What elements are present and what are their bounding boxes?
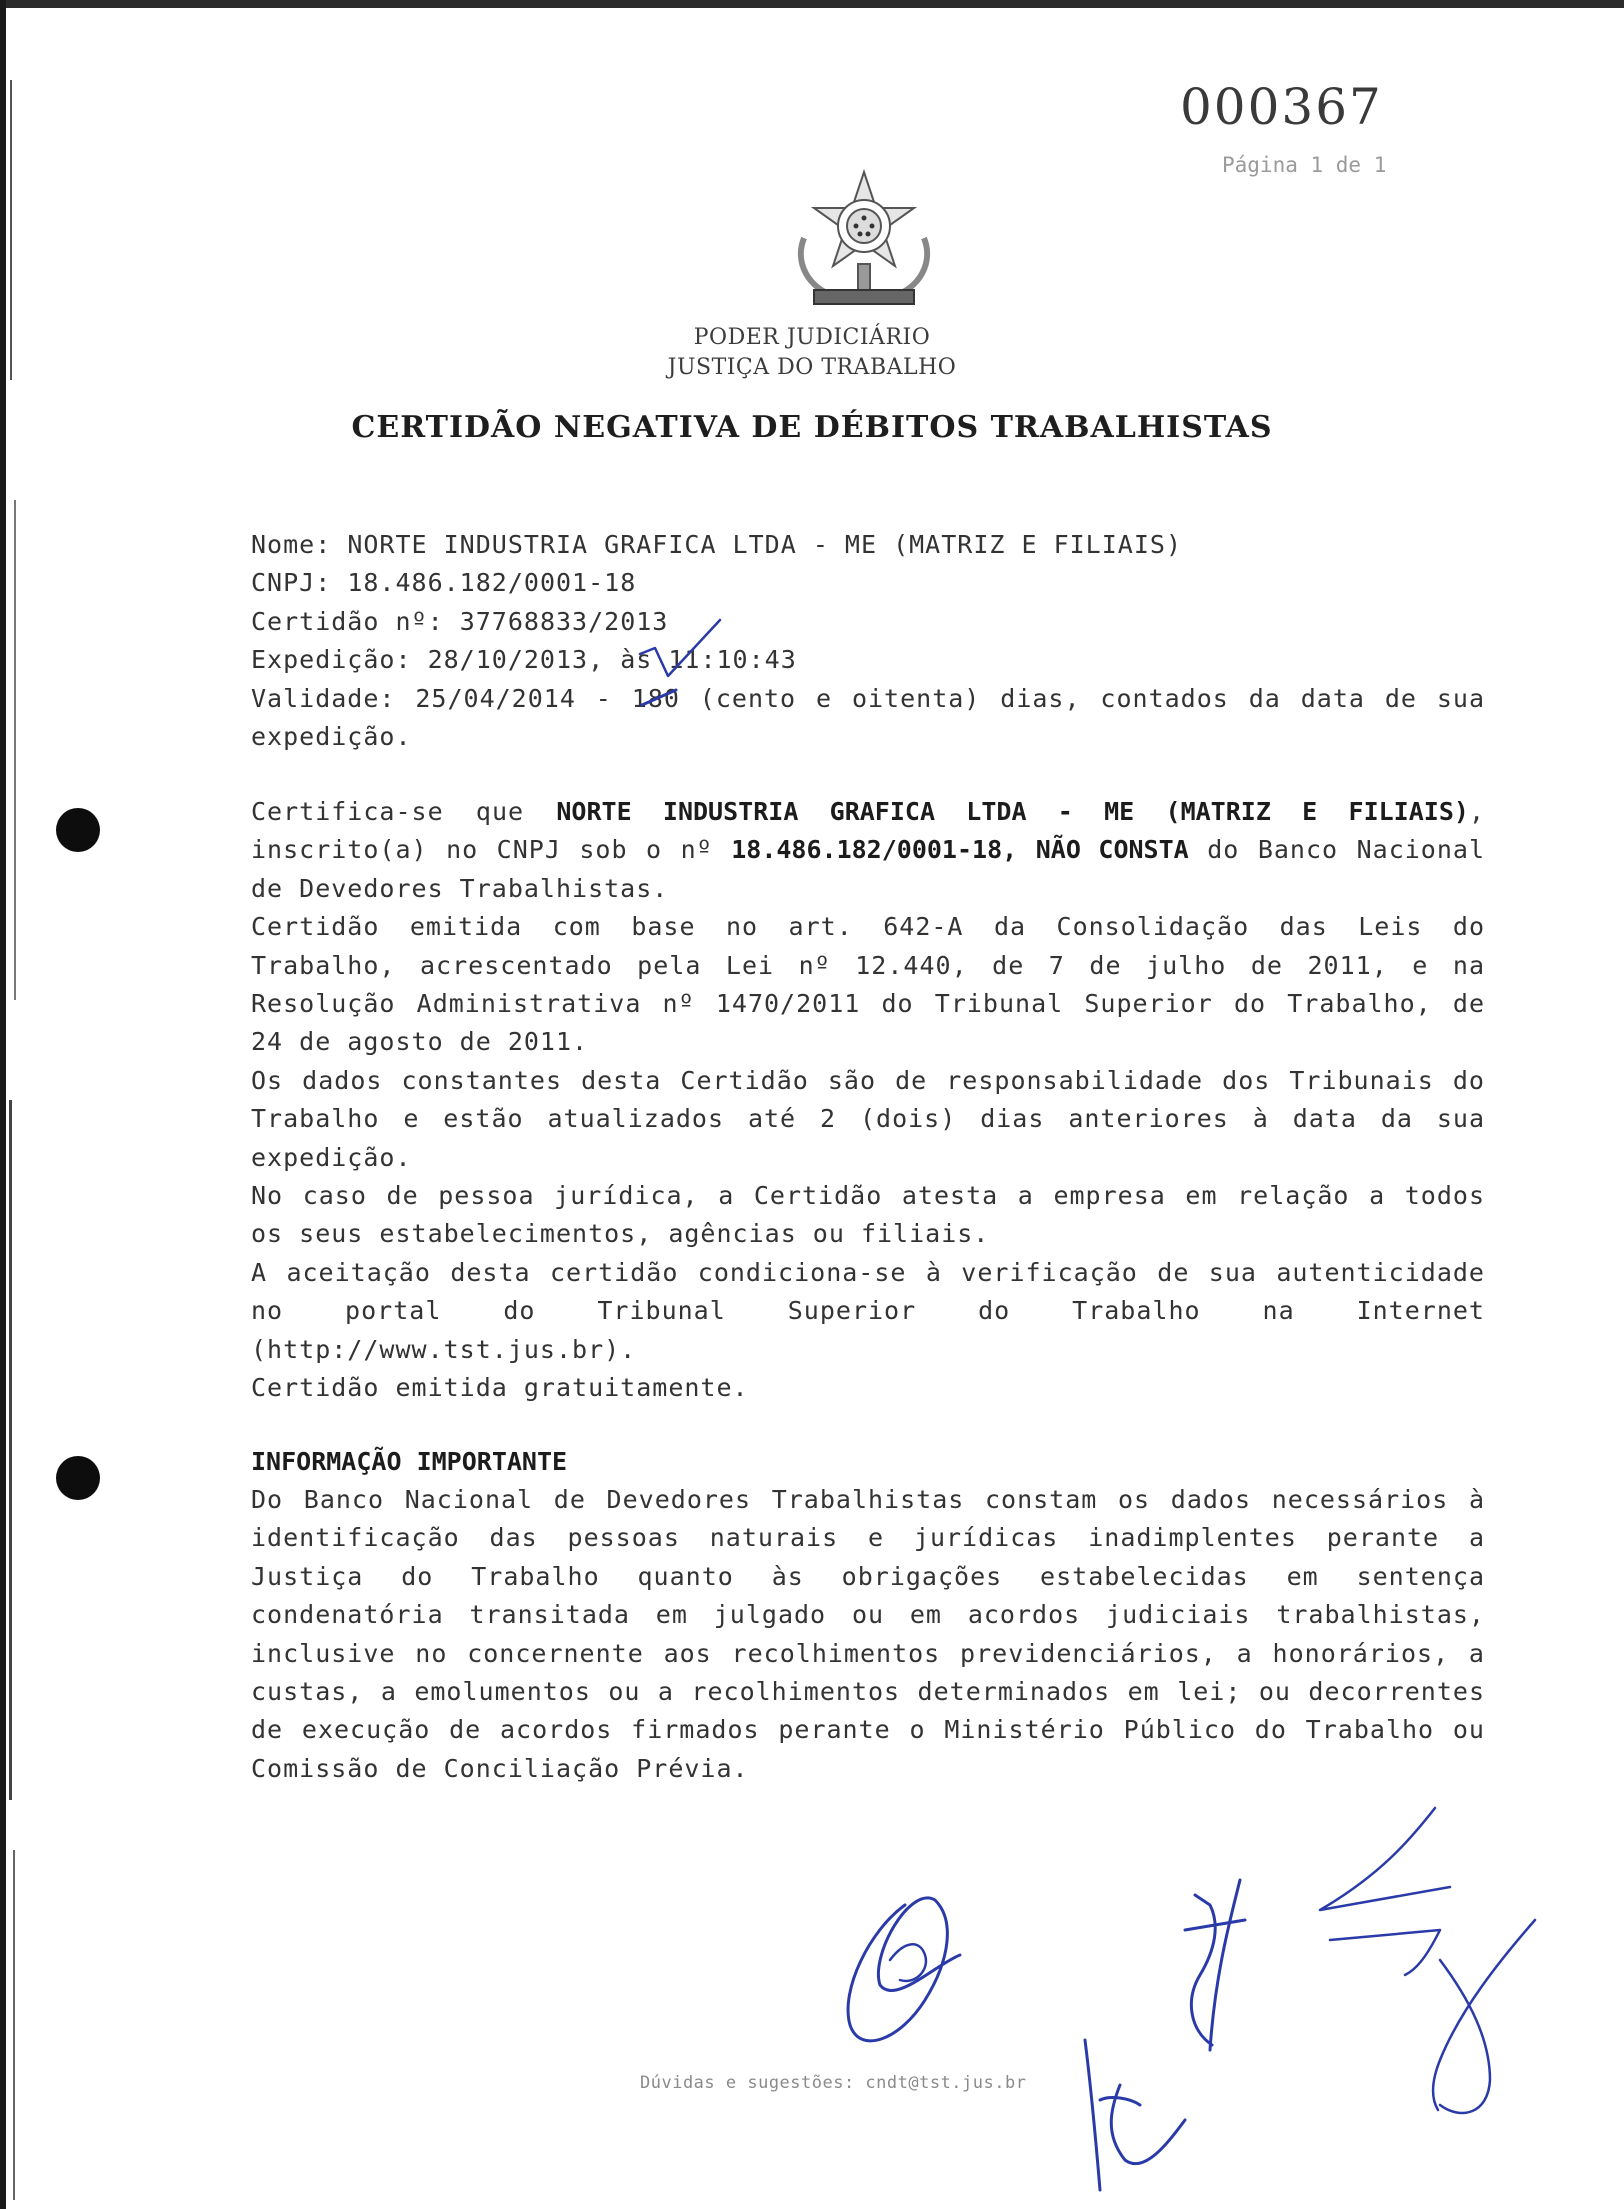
certificate-number-value: 37768833/2013 — [459, 606, 669, 636]
certificate-number-label: Certidão nº: — [251, 606, 444, 636]
signature-3 — [1320, 1808, 1450, 1975]
cnpj-label: CNPJ: — [251, 568, 332, 598]
name-value: NORTE INDUSTRIA GRAFICA LTDA - ME (MATRIZ E FILIAIS) — [347, 530, 1182, 559]
footer-contact: Dúvidas e sugestões: cndt@tst.jus.br — [640, 2073, 1027, 2093]
certify-company: NORTE INDUSTRIA GRAFICA LTDA - ME (MATRIZ E FILIAIS) — [556, 797, 1469, 826]
validity-value: 25/04/2014 - 180 (cento e oitenta) dias, contados da data de sua expedição. — [251, 683, 1485, 752]
signature-2 — [1185, 1880, 1245, 2050]
data-responsibility-paragraph: Os dados constantes desta Certidão são de responsabilidade dos Tribunais do Trabalho e estão atualizados até 2 (dois) dias anteriores à data da sua expedição. — [251, 1065, 1485, 1172]
free-issue-paragraph: Certidão emitida gratuitamente. — [251, 1373, 749, 1403]
certify-paragraph — [251, 793, 1485, 908]
certify-comma: , — [1002, 835, 1018, 865]
punch-hole-upper — [56, 808, 100, 852]
scan-top-edge — [0, 0, 1624, 8]
certificate-details — [251, 526, 1485, 756]
issue-value: 28/10/2013, às 11:10:43 — [427, 645, 797, 675]
important-info-section — [251, 1443, 1485, 1788]
signature-1 — [848, 1898, 960, 2041]
certify-status: NÃO CONSTA — [1035, 835, 1189, 865]
signature-4 — [1433, 1920, 1535, 2113]
validity-label: Validade: — [251, 683, 396, 713]
authenticity-paragraph: A aceitação desta certidão condiciona-se à verificação de sua autenticidade no portal do Tribunal Superior do Trabalho na Internet (http://www.tst.jus.br). — [251, 1257, 1485, 1364]
brazil-coat-of-arms-icon — [784, 168, 944, 320]
certify-prefix: Certifica-se que — [251, 797, 525, 826]
signature-5 — [1085, 2040, 1185, 2190]
issue-line — [251, 641, 1485, 679]
name-label: Nome: — [251, 530, 332, 559]
name-line — [251, 526, 1485, 564]
page-number: Página 1 de 1 — [1222, 153, 1387, 177]
institution-line-2: JUSTIÇA DO TRABALHO — [667, 355, 957, 380]
institution-line-1: PODER JUDICIÁRIO — [693, 325, 931, 350]
important-info-heading: INFORMAÇÃO IMPORTANTE — [251, 1447, 568, 1476]
legal-entity-paragraph: No caso de pessoa jurídica, a Certidão atesta a empresa em relação a todos os seus estabelecimentos, agências ou filiais. — [251, 1181, 1485, 1249]
cnpj-line — [251, 564, 1485, 602]
document-title: CERTIDÃO NEGATIVA DE DÉBITOS TRABALHISTAS — [351, 410, 1273, 445]
stamp-number: 000367 — [1180, 78, 1383, 136]
certify-cnpj: 18.486.182/0001-18 — [731, 835, 1003, 865]
signature-1-loop — [890, 1944, 926, 1981]
punch-hole-lower — [56, 1456, 100, 1500]
certify-suffix: do Banco Nacional de Devedores Trabalhistas. — [251, 835, 1485, 903]
certificate-body — [251, 793, 1485, 1408]
issue-label: Expedição: — [251, 645, 412, 675]
important-info-text: Do Banco Nacional de Devedores Trabalhistas constam os dados necessários à identificação das pessoas naturais e jurídicas inadimplentes perante a Justiça do Trabalho quanto às obrigações estabelecidas em sentença condenatória transitada em julgado ou em acordos judiciais trabalhistas, inclusive no concernente aos recolhimentos previdenciários, a honorários, a custas, a emolumentos ou a recolhimentos determinados em lei; ou decorrentes de execução de acordos firmados perante o Ministério Público do Trabalho ou Comissão de Conciliação Prévia. — [251, 1485, 1485, 1783]
validity-line — [251, 680, 1485, 757]
legal-basis-paragraph: Certidão emitida com base no art. 642-A da Consolidação das Leis do Trabalho, acrescentado pela Lei nº 12.440, de 7 de julho de 2011, e na Resolução Administrativa nº 1470/2011 do Tribunal Superior do Trabalho, de 24 de agosto de 2011. — [251, 912, 1485, 1057]
cnpj-value: 18.486.182/0001-18 — [347, 568, 637, 598]
certify-mid: , inscrito(a) no CNPJ sob o nº — [251, 797, 1485, 865]
certificate-number-line — [251, 603, 1485, 641]
